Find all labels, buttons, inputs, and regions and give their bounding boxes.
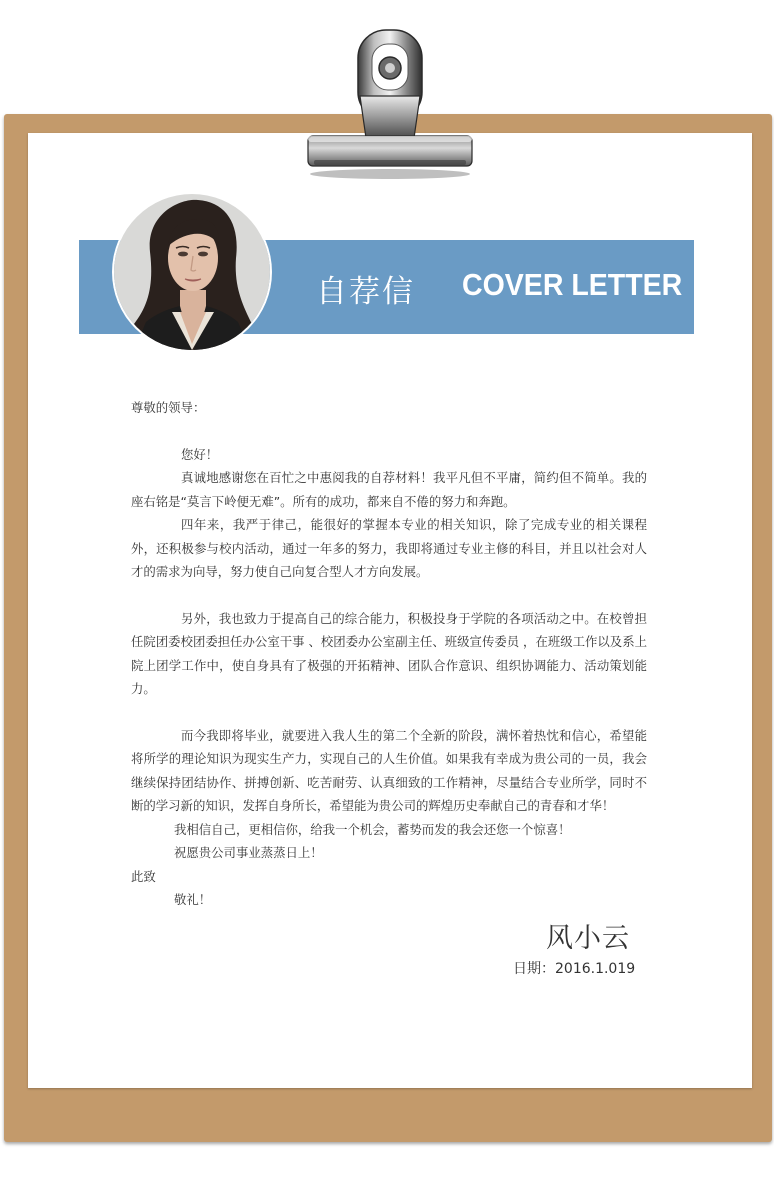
paragraph-study: 四年来，我严于律己，能很好的掌握本专业的相关知识，除了完成专业的相关课程外，还积极参与校内活动，通过一年多的努力，我即将通过专业主修的科目，并且以社会对人才的需求为向导，努力使自己向复合型人才方向发展。 bbox=[131, 517, 647, 579]
paragraph-intro: 真诚地感谢您在百忙之中惠阅我的自荐材料！我平凡但不平庸，简约但不简单。我的座右铭是“莫言下岭便无难”。所有的成功，都来自不倦的努力和奔跑。 bbox=[131, 470, 647, 509]
title-chinese: 自荐信 bbox=[316, 274, 415, 310]
regards: 敬礼！ bbox=[174, 892, 212, 907]
portrait-photo bbox=[114, 194, 270, 350]
paragraph-confidence: 我相信自己，更相信你，给我一个机会，蓄势而发的我会还您一个惊喜！ bbox=[174, 821, 571, 837]
paragraph-activities: 另外，我也致力于提高自己的综合能力，积极投身于学院的各项活动之中。在校曾担任院团委校团委担任办公室干事 、校团委办公室副主任、班级宣传委员 ，在班级工作以及系上院上团学工作中，使自身具有了极强的开拓精神、团队合作意识、组织协调能力、活动策划能力。 bbox=[131, 610, 647, 696]
spacer bbox=[131, 701, 647, 724]
signature-name: 风小云 bbox=[546, 923, 630, 954]
avatar bbox=[114, 194, 270, 350]
salutation: 尊敬的领导： bbox=[131, 400, 206, 415]
paragraph-wishes: 祝愿贵公司事业蒸蒸日上！ bbox=[174, 845, 323, 860]
spacer bbox=[131, 420, 647, 443]
binder-clip-icon bbox=[300, 24, 480, 179]
title-english: COVER LETTER bbox=[462, 267, 683, 302]
signature-date: 日期：2016.1.019 bbox=[513, 961, 636, 977]
spacer bbox=[131, 584, 647, 607]
greeting: 您好！ bbox=[181, 446, 219, 462]
letter-body bbox=[131, 396, 647, 912]
paragraph-graduation: 而今我即将毕业，就要进入我人生的第二个全新的阶段，满怀着热忱和信心，希望能将所学的理论知识为现实生产力，实现自己的人生价值。如果我有幸成为贵公司的一员，我会继续保持团结协作、拼搏创新、吃苦耐劳、认真细致的工作精神，尽量结合专业所学，同时不断的学习新的知识，发挥自身所长，希望能为贵公司的辉煌历史奉献自己的青春和才华！ bbox=[131, 727, 647, 813]
closing: 此致 bbox=[131, 868, 156, 884]
